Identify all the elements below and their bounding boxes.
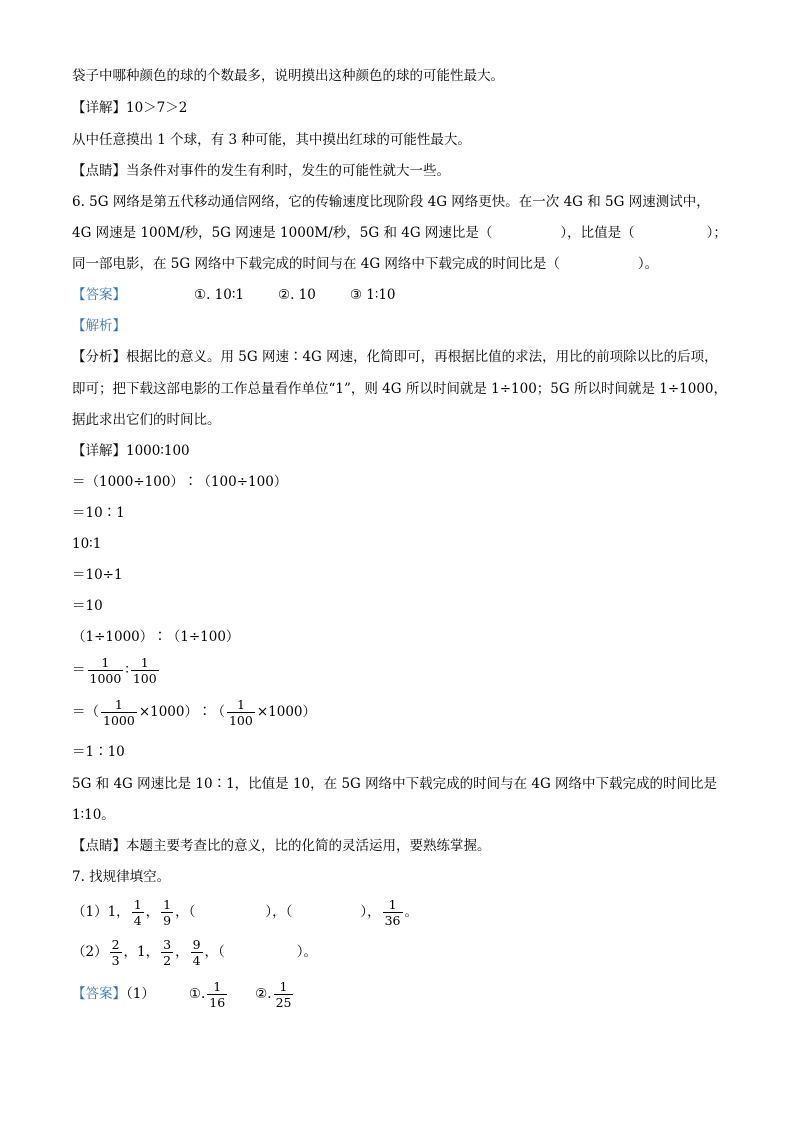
- multiply-text: ×1000）∶（: [138, 704, 225, 720]
- detail-line: [72, 99, 187, 117]
- numerator: 1: [101, 655, 110, 670]
- detail-tag: 【详解】: [72, 100, 126, 116]
- numerator: 1: [133, 897, 142, 912]
- tip-line: [72, 837, 491, 855]
- q6-text-b: ），比值是（: [560, 225, 635, 241]
- equals-paren: ＝（: [72, 704, 99, 720]
- text-line: 从中任意摸出 1 个球，有 3 种可能，其中摸出红球的可能性最大。: [72, 132, 471, 148]
- colon: ∶: [125, 662, 129, 678]
- denominator: 9: [163, 913, 172, 928]
- numerator: 9: [192, 937, 201, 952]
- solution-step: ＝（1000÷100）∶（100÷100）: [72, 474, 288, 490]
- q6-text-c: ）；: [706, 225, 727, 241]
- answer-line: [72, 286, 396, 304]
- numerator: 1: [236, 697, 245, 712]
- q6-text-a: 同一部电影，在 5G 网络中下载完成的时间与在 4G 网络中下载完成的时间比是（: [72, 256, 560, 272]
- question-6-line-2: [72, 224, 727, 242]
- answer-1-label: ①.: [188, 986, 206, 1002]
- conclusion-line-2: 1∶10。: [72, 807, 115, 823]
- q6-text-b: ）。: [637, 256, 659, 272]
- separator: ，1，: [123, 944, 160, 960]
- denominator: 1000: [103, 713, 135, 728]
- numerator: 2: [111, 937, 120, 952]
- solution-step: ＝10: [72, 598, 103, 614]
- denominator: 100: [228, 713, 253, 728]
- denominator: 16: [209, 995, 226, 1010]
- tip-text: 当条件对事件的发生有利时，发生的可能性就大一些。: [126, 163, 450, 179]
- tip-line: [72, 162, 450, 180]
- answer-part: （1）: [126, 986, 155, 1002]
- question-7-title: 7. 找规律填空。: [72, 869, 171, 885]
- separator: ），（: [265, 904, 293, 920]
- solution-step: 10∶1: [72, 536, 102, 552]
- fraction: [110, 937, 122, 968]
- analysis-tag: 【解析】: [72, 318, 126, 334]
- solution-line: [72, 442, 190, 460]
- equals-sign: ＝: [72, 662, 86, 678]
- denominator: 100: [132, 671, 157, 686]
- numerator: 1: [140, 655, 149, 670]
- tip-tag: 【点睛】: [72, 163, 126, 179]
- separator: ），: [360, 904, 381, 920]
- period: 。: [404, 904, 418, 920]
- answer-2-label: ②.: [255, 986, 272, 1002]
- answer-line-7: [72, 979, 295, 1010]
- separator: ）。: [296, 944, 318, 960]
- numerator: 1: [279, 979, 288, 994]
- solution-step: （1÷1000）∶（1÷100）: [72, 629, 240, 645]
- answer-1: ①. 10∶1: [194, 287, 244, 303]
- answer-2: ②. 10: [277, 287, 316, 303]
- denominator: 25: [275, 995, 292, 1010]
- part-label: （1）1，: [72, 904, 130, 920]
- denominator: 2: [163, 953, 172, 968]
- separator: ，（: [204, 944, 225, 960]
- answer-tag: 【答案】: [72, 986, 126, 1002]
- analysis-text: 根据比的意义。用 5G 网速∶4G 网速，化简即可，再根据比值的求法，用比的前项除以比的后项，: [126, 349, 718, 365]
- separator: ，: [145, 904, 160, 920]
- numerator: 1: [114, 697, 123, 712]
- analysis-line-2: 即可；把下载这部电影的工作总量看作单位“1”，则 4G 所以时间就是 1÷100；5G 所以时间就是 1÷1000，: [72, 381, 728, 397]
- text-line: 袋子中哪种颜色的球的个数最多，说明摸出这种颜色的球的可能性最大。: [72, 68, 504, 84]
- denominator: 4: [133, 913, 142, 928]
- numerator: 1: [213, 979, 222, 994]
- detail-tag: 【详解】: [72, 443, 126, 459]
- numerator: 3: [163, 937, 172, 952]
- tip-text: 本题主要考查比的意义，比的化简的灵活运用，要熟练掌握。: [126, 838, 491, 854]
- answer-3: ③ 1∶10: [349, 287, 396, 303]
- solution-step: 1000∶100: [126, 443, 190, 459]
- separator: ，: [175, 944, 189, 960]
- solution-step: ＝1∶10: [72, 744, 125, 760]
- question-6-line-3: [72, 255, 658, 273]
- fraction: [207, 979, 227, 1010]
- question-7-part-1: [72, 897, 418, 928]
- separator: ，（: [175, 904, 196, 920]
- question-6-line-1: 6. 5G 网络是第五代移动通信网络，它的传输速度比现阶段 4G 网络更快。在一次 4G 和 5G 网速测试中，: [72, 194, 710, 210]
- fraction: [131, 655, 159, 686]
- solution-step: ＝10÷1: [72, 567, 123, 583]
- fraction: [227, 697, 255, 728]
- part-label: （2）: [72, 944, 108, 960]
- q6-text-a: 4G 网速是 100M/秒，5G 网速是 1000M/秒，5G 和 4G 网速比是（: [72, 225, 493, 241]
- multiply-text: ×1000）: [256, 704, 317, 720]
- tip-tag: 【点睛】: [72, 838, 126, 854]
- denominator: 3: [111, 953, 120, 968]
- solution-step-fraction: [72, 697, 316, 728]
- conclusion-line-1: 5G 和 4G 网速比是 10∶1，比值是 10，在 5G 网络中下载完成的时间与在 4G 网络中下载完成的时间比是: [72, 776, 718, 792]
- analysis-line-3: 据此求出它们的时间比。: [72, 412, 221, 428]
- analysis-sub-tag: 【分析】: [72, 349, 126, 365]
- answer-tag: 【答案】: [72, 287, 126, 303]
- fraction: [88, 655, 124, 686]
- solution-step: ＝10∶1: [72, 505, 125, 521]
- analysis-heading: [72, 317, 126, 335]
- question-7-part-2: [72, 937, 317, 968]
- denominator: 36: [384, 913, 401, 928]
- fraction: [161, 937, 173, 968]
- denominator: 4: [192, 953, 201, 968]
- fraction: [383, 897, 403, 928]
- solution-step-fraction: [72, 655, 161, 686]
- fraction: [161, 897, 173, 928]
- fraction: [274, 979, 294, 1010]
- fraction: [132, 897, 144, 928]
- analysis-line-1: [72, 348, 718, 366]
- detail-text: 10＞7＞2: [126, 100, 188, 116]
- fraction: [101, 697, 137, 728]
- fraction: [191, 937, 203, 968]
- numerator: 1: [388, 897, 397, 912]
- numerator: 1: [163, 897, 172, 912]
- denominator: 1000: [89, 671, 122, 686]
